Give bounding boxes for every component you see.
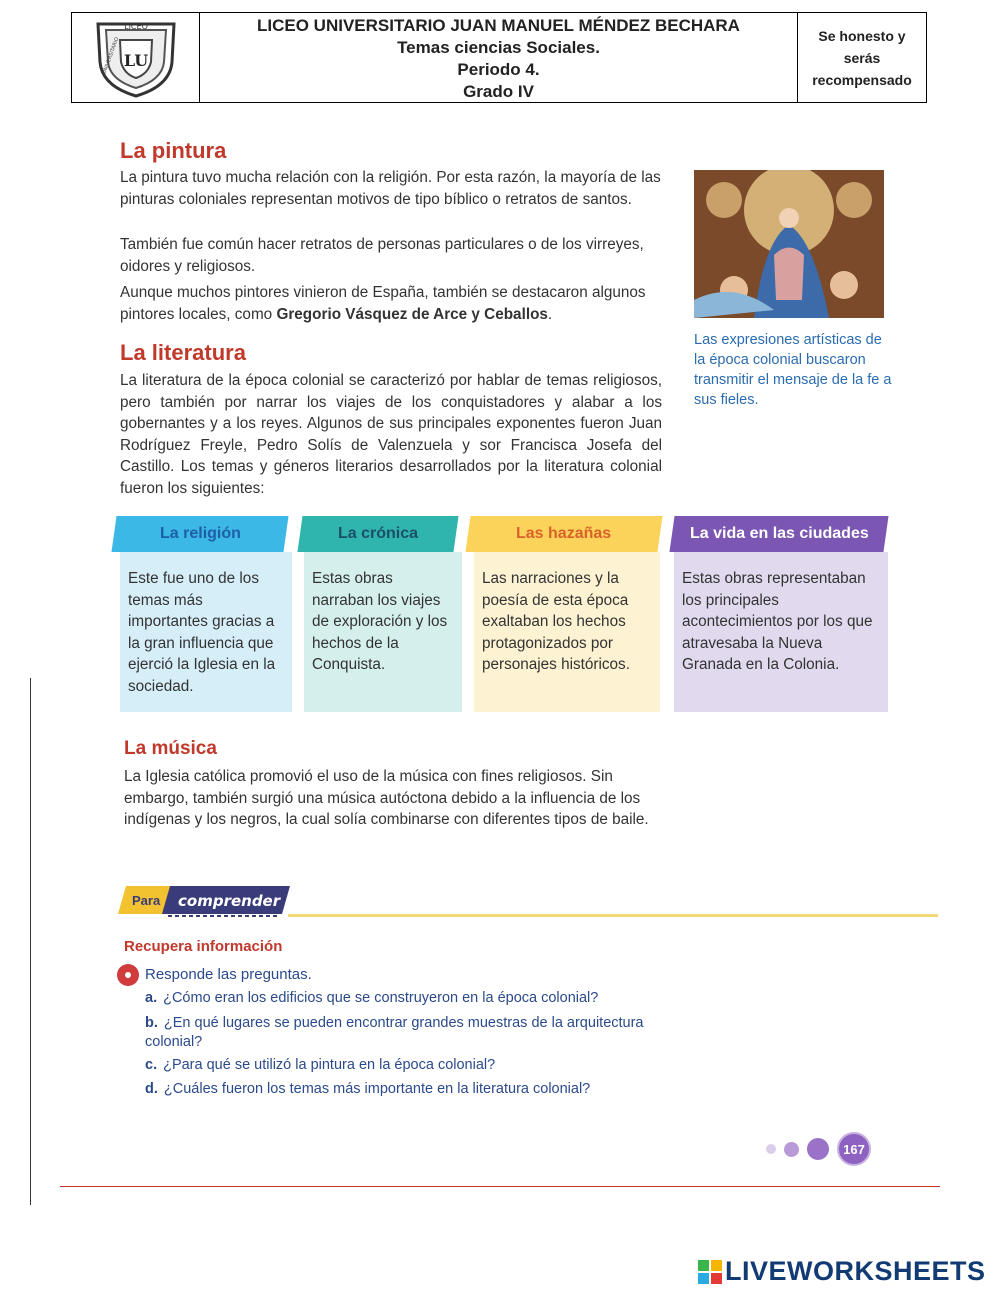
school-name: LICEO UNIVERSITARIO JUAN MANUEL MÉNDEZ BECHARA (257, 16, 740, 35)
pintura-paragraph-3 (120, 282, 662, 325)
box-vida-ciudades: Estas obras representaban los principales acontecimientos por los que atravesaba la Nueva Granada en la Colonia. (674, 552, 888, 712)
pintura-paragraph-1: La pintura tuvo mucha relación con la religión. Por esta razón, la mayoría de las pinturas coloniales representan motivos de tipo bíblico o retratos de santos. (120, 169, 661, 208)
literatura-paragraph: La literatura de la época colonial se caracterizó por hablar de temas religiosos, pero también por narrar los viajes de los conquistadores y alabar a los gobernantes y a los reyes. Algunos de sus principales exponentes fueron Juan Rodríguez Freyle, Pedro Solís de Valenzuela y sor Francisca Josefa del Castillo. Los temas y géneros literarios desarrollados por la literatura colonial fueron los siguientes: (120, 372, 662, 497)
tab-cronica (297, 516, 458, 552)
box-religion: Este fue uno de los temas más importantes gracias a la gran influencia que ejerció la Iglesia en la sociedad. (120, 552, 292, 712)
pintura-heading: La pintura (120, 138, 227, 163)
header-title (200, 13, 798, 102)
comprender-label: comprender (178, 892, 281, 910)
box-cronica: Estas obras narraban los viajes de exploración y los hechos de la Conquista. (304, 552, 462, 712)
motto (798, 13, 926, 102)
bullet-icon (117, 964, 139, 986)
period: Periodo 4. (457, 60, 540, 79)
musica-heading: La música (124, 738, 217, 759)
question-a-text: ¿Cómo eran los edificios que se construyeron en la época colonial? (163, 990, 599, 1006)
para-label: Para (132, 893, 161, 908)
question-a-letter: a. (145, 990, 158, 1006)
question-c-text: ¿Para qué se utilizó la pintura en la época colonial? (163, 1057, 496, 1073)
painter-name: Gregorio Vásquez de Arce y Ceballos (276, 305, 548, 323)
subject: Temas ciencias Sociales. (397, 38, 600, 57)
question-c-letter: c. (145, 1057, 158, 1073)
motto-text: Se honesto y serás recompensado (812, 27, 912, 88)
left-margin-line (30, 678, 31, 1205)
brand-text: LIVEWORKSHEETS (725, 1256, 986, 1286)
svg-text:LICEO: LICEO (123, 21, 148, 31)
question-d-letter: d. (145, 1081, 158, 1097)
school-logo (72, 13, 200, 102)
painting-caption: Las expresiones artísticas de la época colonial buscaron transmitir el mensaje de la fe a sus fieles. (694, 332, 892, 408)
tab-hazanas-label: Las hazañas (516, 525, 612, 542)
box-hazanas: Las narraciones y la poesía de esta época exaltaban los hechos protagonizados por personajes históricos. (474, 552, 660, 712)
question-b (145, 1014, 645, 1052)
liveworksheets-logo (698, 1256, 986, 1287)
para-comprender-banner (118, 884, 948, 925)
tab-hazanas (465, 516, 662, 552)
school-crest-icon (86, 16, 186, 100)
page-number: 167 (837, 1132, 871, 1166)
page-dots (766, 1132, 871, 1166)
svg-text:LU: LU (123, 50, 148, 70)
question-c (145, 1057, 665, 1073)
page-bottom-line (60, 1186, 940, 1187)
tab-cronica-label: La crónica (337, 525, 419, 542)
literatura-heading: La literatura (120, 340, 246, 365)
svg-text:UNIVERSITARIO: UNIVERSITARIO (101, 36, 120, 75)
worksheet-header (71, 12, 927, 103)
colonial-painting-image (694, 170, 884, 318)
question-a (145, 990, 665, 1006)
grade: Grado IV (463, 82, 534, 101)
question-b-letter: b. (145, 1015, 158, 1031)
tab-religion-label: La religión (159, 525, 241, 542)
pintura-p3-end: . (547, 305, 553, 323)
liveworksheets-grid-icon (698, 1260, 722, 1284)
recupera-heading: Recupera información (124, 938, 283, 955)
tab-vida-ciudades (669, 516, 888, 552)
pintura-p3-start: Aunque muchos pintores vinieron de España, también se destacaron algunos pintores locales, como (120, 284, 646, 323)
question-d (145, 1081, 665, 1097)
tab-vida-label: La vida en las ciudades (689, 525, 869, 542)
tab-religion (111, 516, 288, 552)
question-d-text: ¿Cuáles fueron los temas más importante en la literatura colonial? (163, 1081, 591, 1097)
pintura-paragraph-2: También fue común hacer retratos de personas particulares o de los virreyes, oidores y religiosos. (120, 236, 644, 275)
musica-paragraph: La Iglesia católica promovió el uso de la música con fines religiosos. Sin embargo, también surgió una música autóctona debido a la influencia de los indígenas y los negros, la cual solía combinarse con diferentes tipos de baile. (124, 768, 649, 828)
question-b-text: ¿En qué lugares se pueden encontrar grandes muestras de la arquitectura colonial? (145, 1015, 644, 1050)
instruction: Responde las preguntas. (145, 966, 312, 983)
